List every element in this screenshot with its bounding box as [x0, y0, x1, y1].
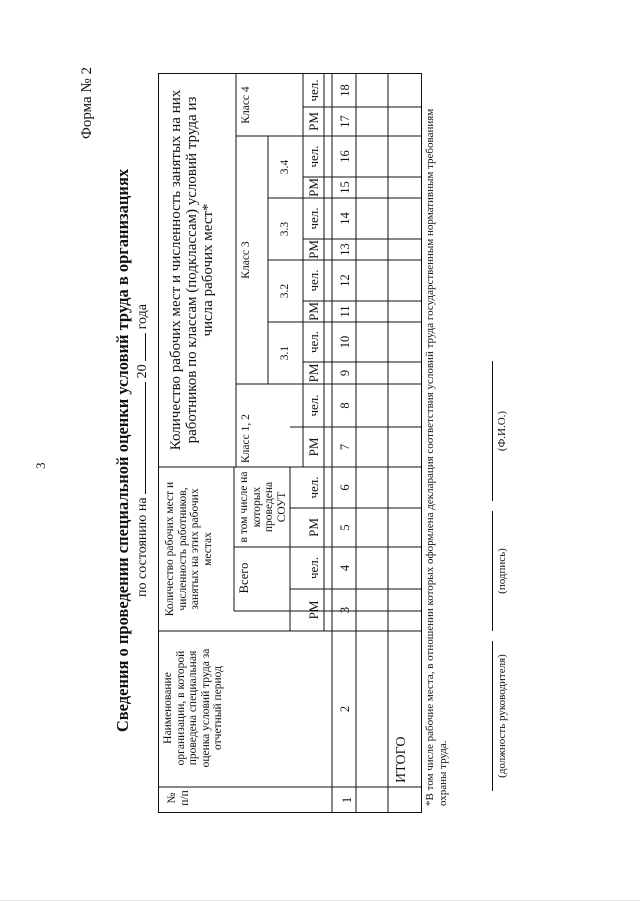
header-num: № п/п — [166, 790, 191, 806]
column-number-5: 5 — [338, 524, 352, 531]
column-number-9: 9 — [338, 369, 352, 377]
column-number-10: 10 — [338, 335, 352, 349]
header-rm-5: РМ — [306, 518, 321, 537]
name-line — [492, 361, 493, 501]
page-title: Сведения о проведении специальной оценки условий труда в организациях — [113, 168, 132, 733]
date-prefix: по состоянию на — [135, 497, 150, 597]
header-workplaces: Количество рабочих мест и численность работников, занятых на этих рабочих местах — [164, 481, 214, 617]
header-chel-12: чел. — [306, 269, 321, 292]
header-rm-11: РМ — [306, 302, 321, 321]
name-caption: (Ф.И.О.) — [496, 410, 508, 452]
signature-caption: (подпись) — [496, 548, 508, 594]
header-class-3-2: 3.2 — [279, 283, 291, 299]
header-class-4: Класс 4 — [240, 86, 252, 124]
column-number-3: 3 — [338, 606, 352, 614]
total-label: ИТОГО — [394, 736, 409, 783]
form-number: Форма № 2 — [79, 67, 95, 139]
column-number-11: 11 — [338, 305, 352, 318]
year-prefix: 20 — [135, 364, 150, 379]
header-rm-15: РМ — [306, 178, 321, 197]
header-chel-6: чел. — [306, 476, 321, 499]
column-number-14: 14 — [338, 212, 352, 225]
header-chel-16: чел. — [306, 145, 321, 168]
header-sout: в том числе на которых проведена СОУТ — [238, 471, 288, 543]
column-number-12: 12 — [338, 274, 352, 287]
position-caption: (должность руководителя) — [496, 654, 508, 778]
header-rm-9: РМ — [306, 363, 321, 383]
page-number: 3 — [33, 462, 48, 469]
footnote: *В том числе рабочие места, в отношении которых оформлена декларация соответствия условий труда государственным нормативным требованиям охраны труда. — [424, 108, 449, 806]
column-number-2: 2 — [338, 705, 352, 713]
header-rm-17: РМ — [306, 112, 321, 131]
column-number-18: 18 — [338, 84, 352, 97]
header-class-3-1: 3.1 — [279, 345, 291, 361]
column-number-17: 17 — [338, 115, 352, 128]
header-class-1-2: Класс 1, 2 — [240, 414, 252, 463]
header-class-3: Класс 3 — [240, 241, 252, 279]
header-rm-3: РМ — [306, 600, 321, 620]
column-number-13: 13 — [338, 243, 352, 256]
header-chel-10: чел. — [306, 330, 321, 354]
header-class-3-4: 3.4 — [279, 159, 291, 175]
header-rm-7: РМ — [306, 437, 321, 457]
header-chel-18: чел. — [306, 79, 321, 102]
header-organization: Наименование организации, в которой проведена специальная оценка условий труда за отчетный период — [162, 648, 224, 768]
position-line — [492, 641, 493, 791]
header-chel-8: чел. — [306, 394, 321, 417]
header-classes: Количество рабочих мест и численность занятых на них работников по классам (подклассам) условий труда из числа рабочих мест* — [168, 89, 216, 451]
header-chel-14: чел. — [306, 207, 321, 230]
column-number-6: 6 — [338, 484, 352, 491]
header-rm-13: РМ — [306, 240, 321, 259]
column-number-8: 8 — [338, 402, 352, 409]
header-total: Всего — [237, 562, 251, 594]
header-chel-4: чел. — [306, 556, 321, 580]
header-class-3-3: 3.3 — [279, 221, 291, 237]
column-number-7: 7 — [338, 443, 352, 451]
signature-line — [492, 511, 493, 631]
row-1-number: 1 — [340, 796, 354, 804]
column-number-4: 4 — [338, 564, 352, 572]
column-number-15: 15 — [338, 181, 352, 194]
column-number-16: 16 — [338, 150, 352, 163]
date-suffix: года — [135, 304, 150, 330]
